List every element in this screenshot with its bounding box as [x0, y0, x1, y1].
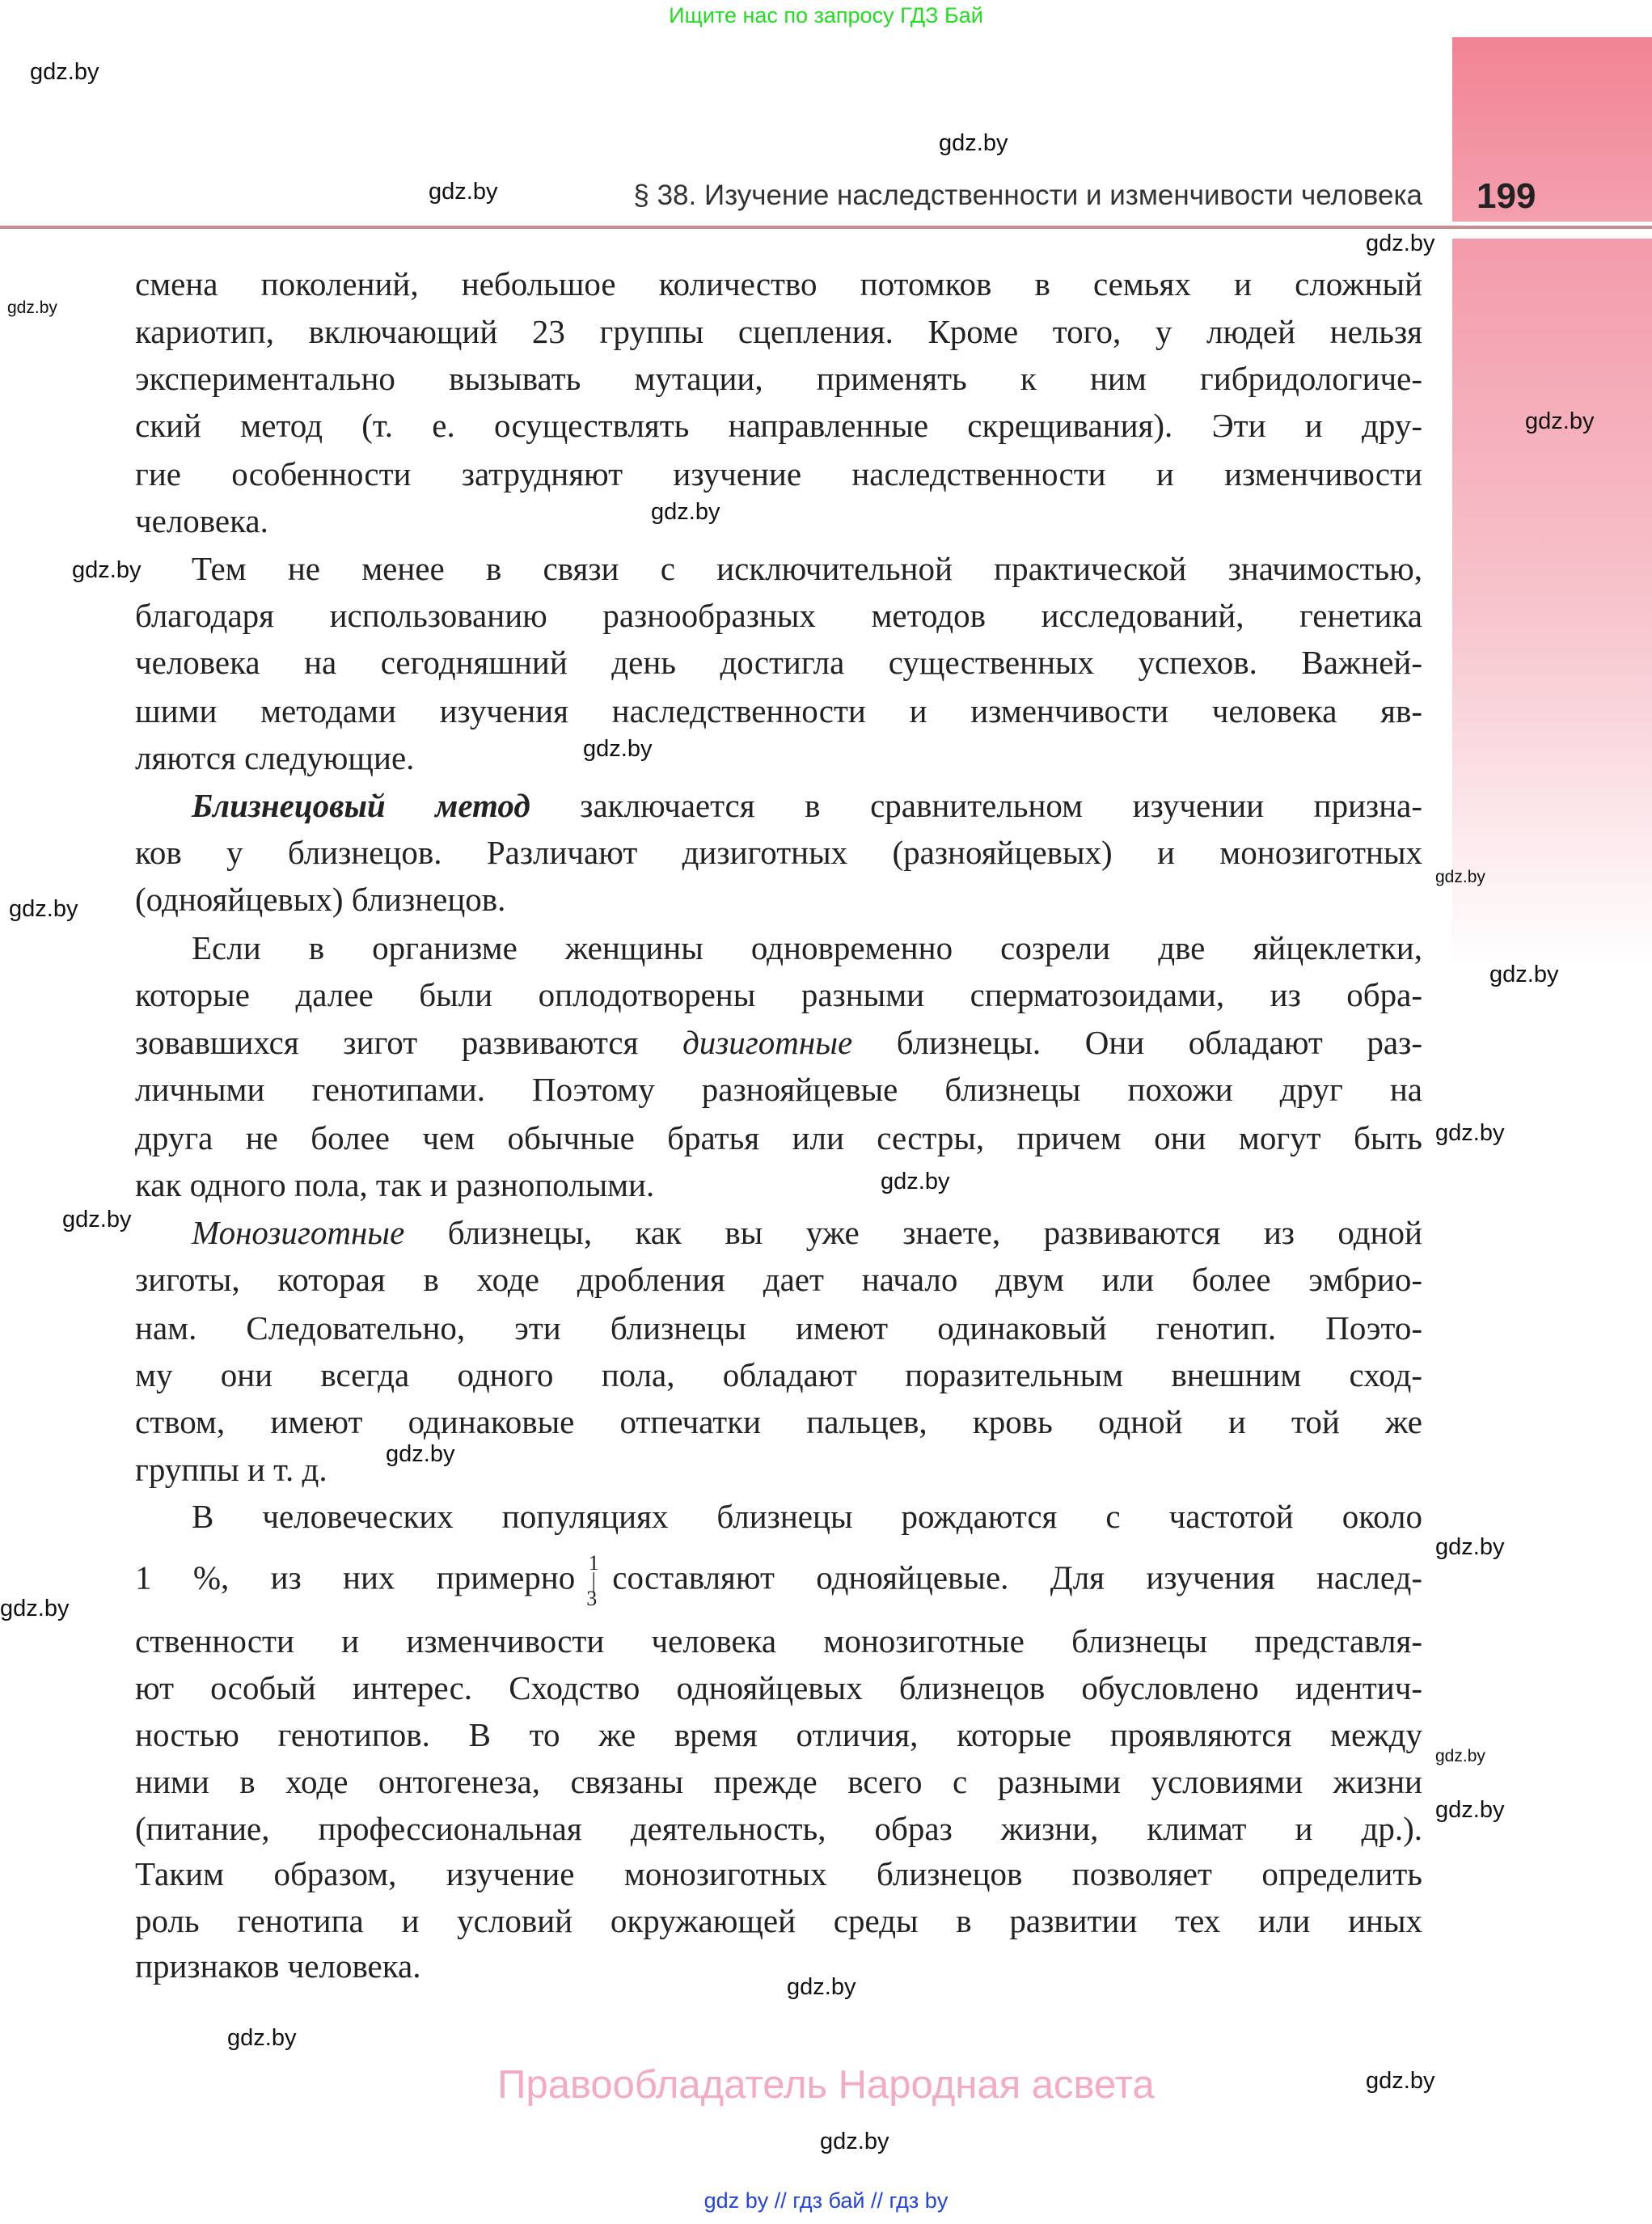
text-line: [135, 1162, 1422, 1207]
watermark: gdz.by: [72, 557, 142, 583]
text-segment: зовавшихся зигот развиваются: [135, 1024, 683, 1061]
text-segment: как одного пола, так и разнополыми.: [135, 1166, 655, 1203]
watermark: gdz.by: [1435, 1747, 1485, 1765]
text-line: [135, 1115, 1422, 1161]
text-line: [135, 830, 1422, 875]
text-segment: (однояйцевых) близнецов.: [135, 881, 506, 918]
text-line: [135, 1851, 1422, 1896]
watermark: gdz.by: [1435, 868, 1485, 886]
text-line: [135, 356, 1422, 401]
top-banner: Ищите нас по запросу ГДЗ Бай: [669, 3, 983, 27]
text-segment: близнецы. Они обладают раз-: [852, 1024, 1422, 1061]
watermark: gdz.by: [429, 179, 498, 205]
watermark: gdz.by: [651, 499, 720, 525]
text-segment: зиготы, которая в ходе дробления дает начало двум или более эмбрио-: [135, 1261, 1422, 1298]
text-line: [135, 1399, 1422, 1444]
text-line: [135, 1712, 1422, 1757]
copyright-notice: Правообладатель Народная асвета: [497, 2063, 1155, 2107]
text-segment: нам. Следовательно, эти близнецы имеют одинаковый генотип. Поэто-: [135, 1309, 1422, 1347]
text-line: [135, 403, 1422, 448]
text-segment: ков у близнецов. Различают дизиготных (разнояйцевых) и монозиготных: [135, 834, 1422, 871]
text-segment: признаков человека.: [135, 1947, 421, 1985]
text-line: [135, 261, 1422, 307]
text-segment: которые далее были оплодотворены разными сперматозоидами, из обра-: [135, 976, 1422, 1013]
text-line: [135, 1067, 1422, 1112]
text-line: [192, 925, 1422, 970]
text-line: [135, 1020, 1422, 1065]
header-divider: [0, 226, 1652, 229]
text-segment: шими методами изучения наследственности и изменчивости человека яв-: [135, 692, 1422, 729]
text-segment: му они всегда одного пола, обладают поразительным внешним сход-: [135, 1356, 1422, 1393]
text-line: [135, 1618, 1422, 1664]
text-segment: роль генотипа и условий окружающей среды в развитии тех или иных: [135, 1902, 1422, 1939]
watermark: gdz.by: [787, 1974, 856, 2000]
text-segment: ляются следующие.: [135, 739, 415, 776]
watermark: gdz.by: [1435, 1120, 1505, 1146]
text-segment: ностью генотипов. В то же время отличия, которые проявляются между: [135, 1716, 1422, 1753]
text-segment: группы и т. д.: [135, 1451, 327, 1488]
text-line: [135, 1305, 1422, 1351]
text-segment: ют особый интерес. Сходство однояйцевых близнецов обусловлено идентич-: [135, 1669, 1422, 1706]
section-title: § 38. Изучение наследственности и изменчивости человека: [633, 180, 1422, 211]
text-line: [135, 593, 1422, 638]
text-segment: кариотип, включающий 23 группы сцепления. Кроме того, у людей нельзя: [135, 313, 1422, 350]
text-segment: Таким образом, изучение монозиготных близнецов позволяет определить: [135, 1855, 1422, 1892]
footer-link[interactable]: гдз by: [889, 2188, 949, 2213]
text-segment: ством, имеют одинаковые отпечатки пальцев, кровь одной и той же: [135, 1403, 1422, 1440]
text-segment: 1 %, из них примерно: [135, 1558, 576, 1596]
text-line: [192, 1210, 1422, 1255]
separator: //: [871, 2188, 884, 2213]
text-line: [135, 1943, 1422, 1989]
separator: //: [774, 2188, 787, 2213]
text-line: [135, 1806, 1422, 1851]
footer-link[interactable]: gdz by: [703, 2188, 769, 2213]
text-segment: смена поколений, небольшое количество потомков в семьях и сложный: [135, 265, 1422, 302]
text-line: [135, 1898, 1422, 1943]
watermark: gdz.by: [881, 1169, 950, 1194]
watermark: gdz.by: [0, 1596, 70, 1621]
side-decoration-band: [1452, 239, 1652, 966]
text-line: [135, 1759, 1422, 1804]
watermark: gdz.by: [227, 2025, 297, 2051]
text-line: [135, 451, 1422, 497]
text-line: [135, 972, 1422, 1017]
text-segment: благодаря использованию разнообразных методов исследований, генетика: [135, 597, 1422, 634]
footer-links: [0, 2188, 1652, 2213]
text-line: [192, 783, 1422, 828]
watermark: gdz.by: [7, 298, 57, 317]
text-line: [135, 688, 1422, 734]
text-segment: друга не более чем обычные братья или сестры, причем они могут быть: [135, 1119, 1422, 1156]
text-line: [135, 309, 1422, 354]
text-line: [192, 546, 1422, 591]
text-line: [135, 1665, 1422, 1710]
watermark: gdz.by: [1525, 408, 1595, 434]
watermark: gdz.by: [583, 736, 653, 762]
text-segment: ский метод (т. е. осуществлять направленные скрещивания). Эти и дру-: [135, 407, 1422, 444]
watermark: gdz.by: [939, 130, 1008, 156]
text-line: [135, 735, 1422, 780]
emphasized-term: Близнецовый метод: [192, 787, 530, 824]
watermark: gdz.by: [30, 59, 99, 85]
text-segment: составляют однояйцевые. Для изучения наслед-: [612, 1558, 1422, 1596]
page-number: 199: [1477, 176, 1536, 216]
text-segment: экспериментально вызывать мутации, применять к ним гибридологиче-: [135, 360, 1422, 397]
emphasized-term: Монозиготные: [192, 1214, 405, 1251]
text-segment: близнецы, как вы уже знаете, развиваются из одной: [404, 1214, 1422, 1251]
text-line: [135, 498, 1422, 543]
text-line: [135, 877, 1422, 922]
text-segment: В человеческих популяциях близнецы рождаются с частотой около: [192, 1498, 1422, 1535]
watermark: gdz.by: [1435, 1534, 1505, 1560]
text-line: [135, 640, 1422, 685]
text-segment: заключается в сравнительном изучении призна-: [530, 787, 1423, 824]
text-segment: Тем не менее в связи с исключительной практической значимостью,: [192, 550, 1422, 587]
watermark: gdz.by: [1366, 230, 1435, 256]
emphasized-term: дизиготные: [682, 1024, 853, 1061]
text-segment: человека на сегодняшний день достигла существенных успехов. Важней-: [135, 644, 1422, 681]
text-segment: гие особенности затрудняют изучение наследственности и изменчивости: [135, 455, 1422, 493]
watermark: gdz.by: [1489, 962, 1559, 987]
text-line: [135, 1257, 1422, 1302]
text-line: [192, 1494, 1422, 1539]
footer-link[interactable]: гдз бай: [792, 2188, 865, 2213]
watermark: gdz.by: [62, 1207, 132, 1233]
text-segment: (питание, профессиональная деятельность, образ жизни, климат и др.).: [135, 1810, 1422, 1847]
fraction: 1|3: [586, 1551, 599, 1610]
watermark: gdz.by: [1366, 2068, 1435, 2094]
text-line: [135, 1352, 1422, 1397]
watermark: gdz.by: [386, 1441, 455, 1467]
watermark: gdz.by: [9, 896, 78, 922]
text-segment: Если в организме женщины одновременно созрели две яйцеклетки,: [192, 929, 1422, 966]
text-line: [135, 1551, 1422, 1610]
text-segment: ними в ходе онтогенеза, связаны прежде всего с разными условиями жизни: [135, 1763, 1422, 1800]
text-segment: ственности и изменчивости человека монозиготные близнецы представля-: [135, 1622, 1422, 1660]
text-segment: личными генотипами. Поэтому разнояйцевые близнецы похожи друг на: [135, 1071, 1422, 1108]
watermark: gdz.by: [1435, 1797, 1505, 1823]
text-line: [135, 1447, 1422, 1492]
watermark: gdz.by: [820, 2129, 889, 2154]
text-segment: человека.: [135, 502, 268, 539]
